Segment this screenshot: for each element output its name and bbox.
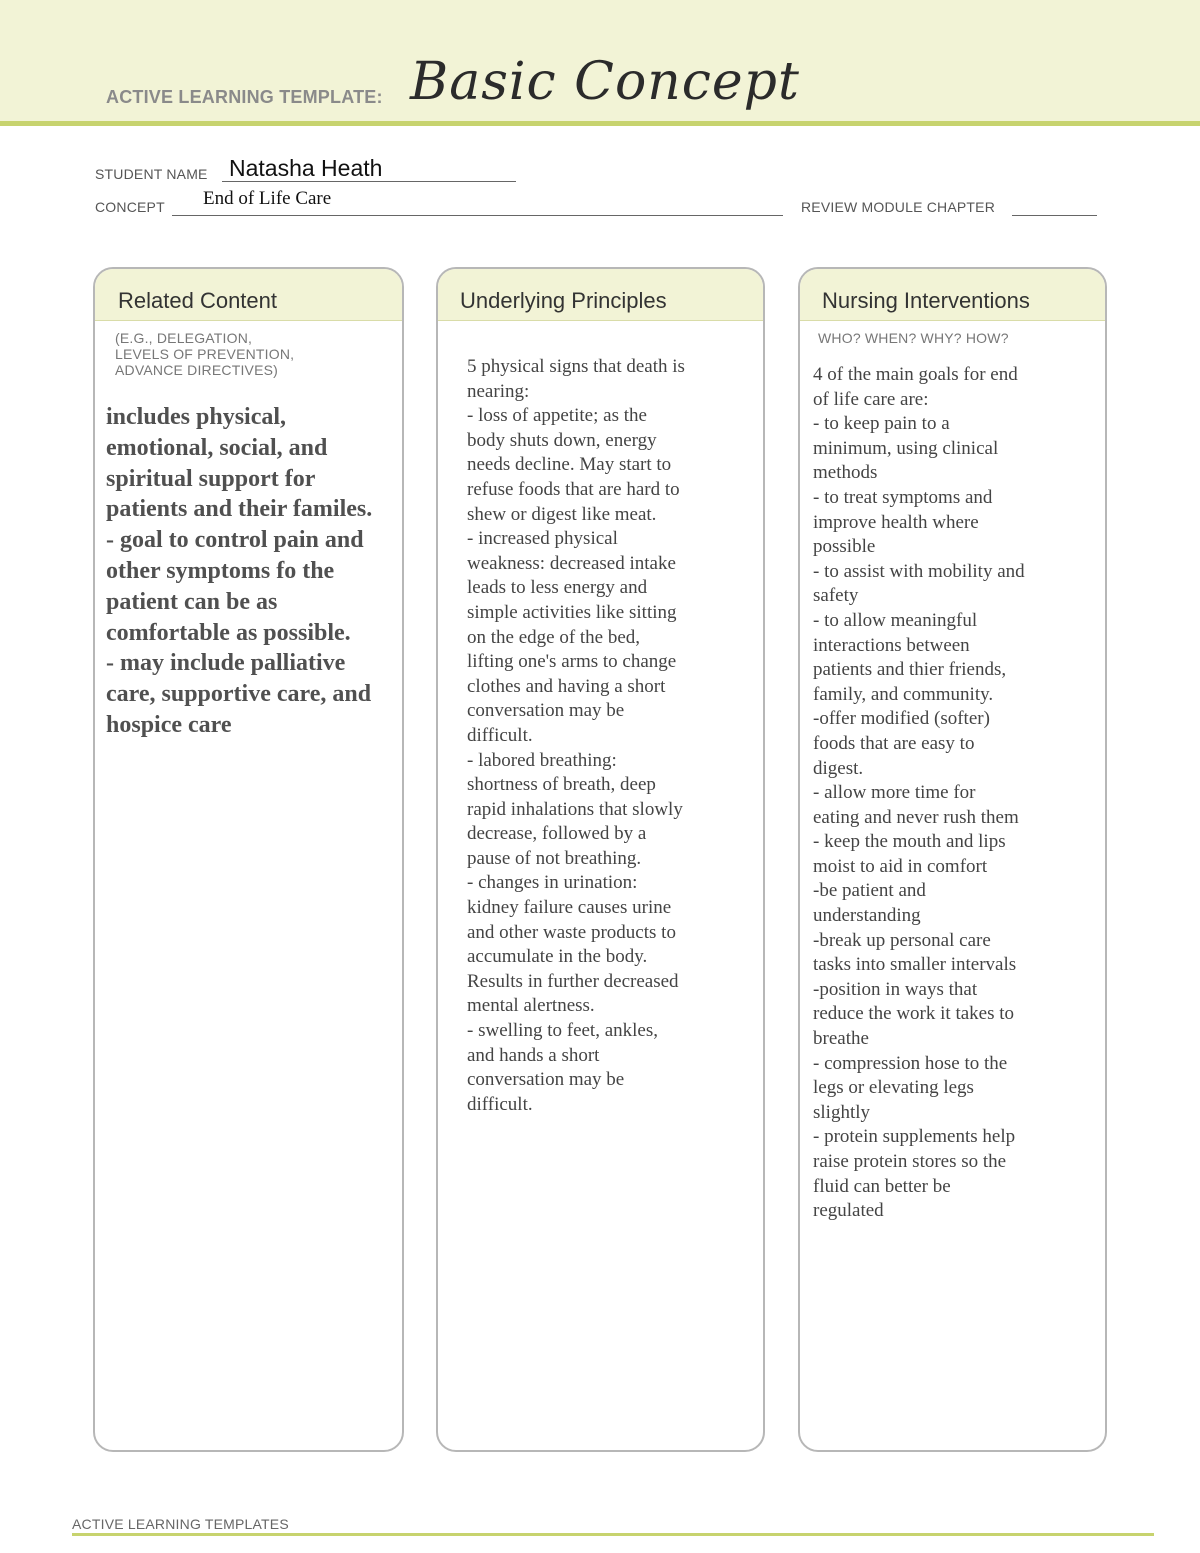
concept-label: CONCEPT <box>95 199 165 215</box>
underlying-principles-title: Underlying Principles <box>460 288 667 313</box>
concept-field[interactable]: End of Life Care <box>203 188 332 209</box>
related-content-subtitle: (E.G., DELEGATION, LEVELS OF PREVENTION, ADVANCE DIRECTIVES) <box>115 330 295 378</box>
footer-label: ACTIVE LEARNING TEMPLATES <box>72 1516 289 1532</box>
related-content-title: Related Content <box>118 288 277 313</box>
header-rule <box>0 121 1200 126</box>
nursing-interventions-subtitle: WHO? WHEN? WHY? HOW? <box>818 330 1009 346</box>
underlying-principles-box <box>436 267 765 1452</box>
nursing-interventions-box <box>798 267 1107 1452</box>
nursing-interventions-body[interactable]: 4 of the main goals for end of life care are: - to keep pain to a minimum, using clinical methods - to treat symptoms and improve health where possible - to assist with mobility and safety - to allow meaningful interactions between patients and thier friends, family, and community. -offer modified (softer) foods that are easy to digest. - allow more time for eating and never rush them - keep the mouth and lips moist to aid in comfort -be patient and understanding -break up personal care tasks into smaller intervals -position in ways that reduce the work it takes to breathe - compression hose to the legs or elevating legs slightly - protein supplements help raise protein stores so the fluid can better be regulated <box>813 364 1025 1222</box>
review-module-field[interactable] <box>1012 193 1097 216</box>
underlying-principles-body[interactable]: 5 physical signs that death is nearing: - loss of appetite; as the body shuts down, energy needs decline. May start to refuse foods that are hard to shew or digest like meat. - increased physical weakness: decreased intake leads to less energy and simple activities like sitting on the edge of the bed, lifting one's arms to change clothes and having a short conversation may be difficult. - labored breathing: shortness of breath, deep rapid inhalations that slowly decrease, followed by a pause of not breathing. - changes in urination: kidney failure causes urine and other waste products to accumulate in the body. Results in further decreased mental alertness. - swelling to feet, ankles, and hands a short conversation may be difficult. <box>467 356 685 1115</box>
page-title: Basic Concept <box>410 52 800 112</box>
student-name-field[interactable]: Natasha Heath <box>229 155 383 181</box>
related-content-body[interactable]: includes physical, emotional, social, and spiritual support for patients and their familes. - goal to control pain and other symptoms fo the patient can be as comfortable as possible. - may include palliative care, supportive care, and hospice care <box>106 404 373 738</box>
footer-rule <box>72 1533 1154 1536</box>
template-label: ACTIVE LEARNING TEMPLATE: <box>106 87 383 107</box>
student-name-label: STUDENT NAME <box>95 166 208 182</box>
nursing-interventions-title: Nursing Interventions <box>822 288 1030 313</box>
related-content-box <box>93 267 404 1452</box>
review-module-label: REVIEW MODULE CHAPTER <box>801 199 995 215</box>
